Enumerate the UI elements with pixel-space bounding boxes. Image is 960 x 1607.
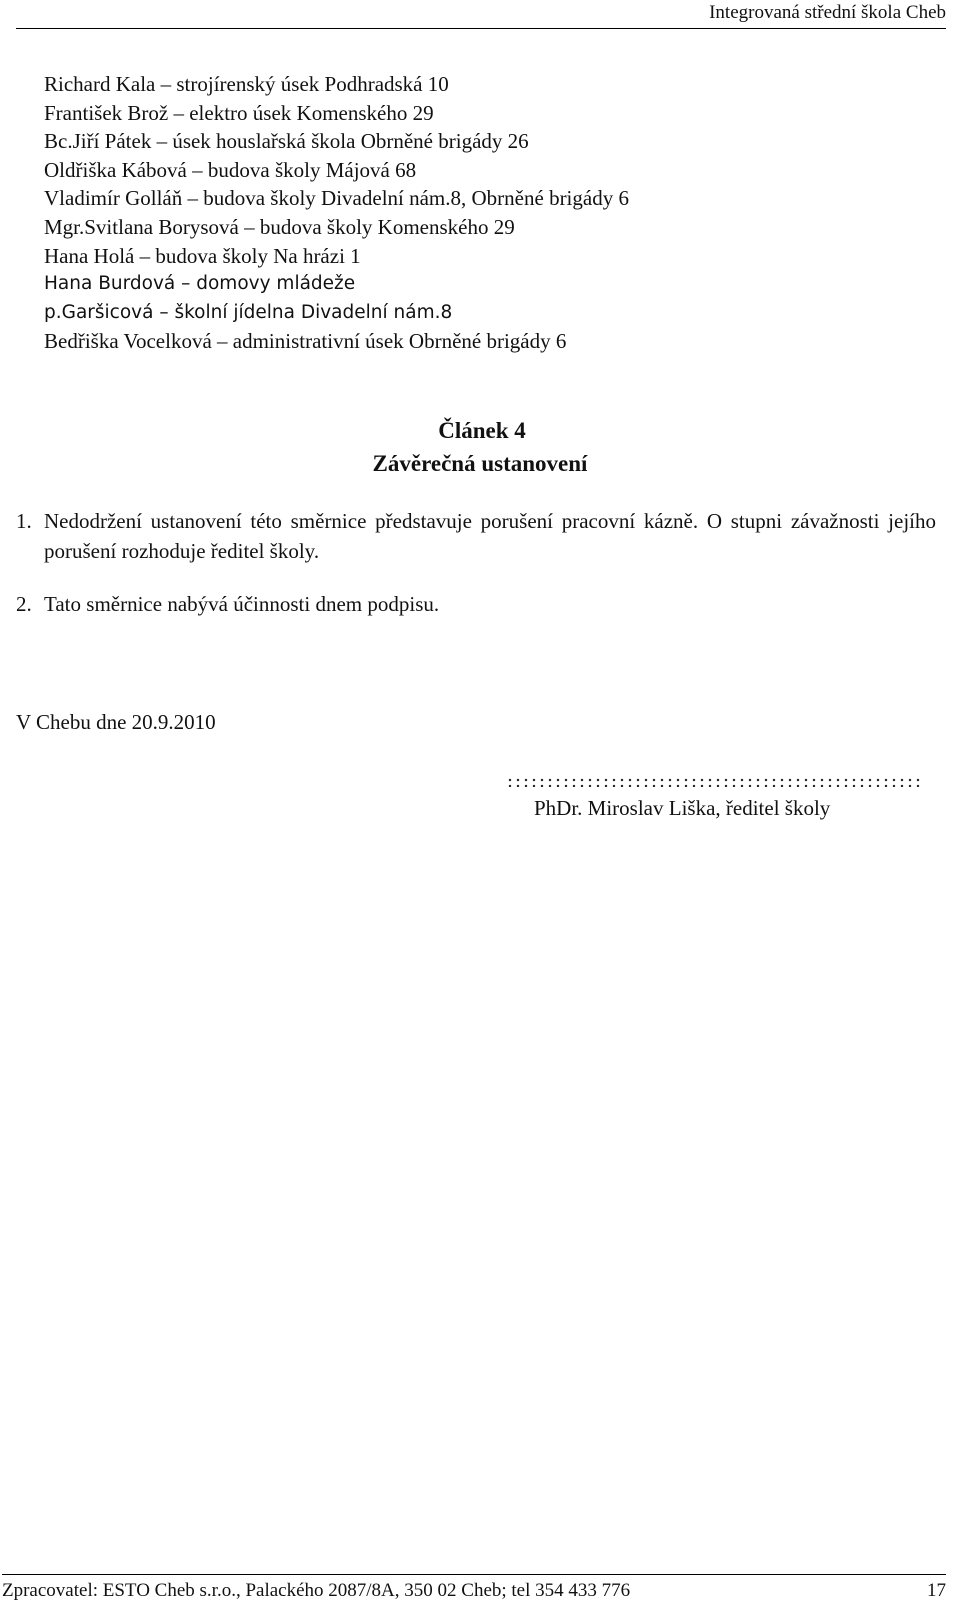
- article-item: [16, 506, 936, 566]
- place-and-date: V Chebu dne 20.9.2010: [16, 710, 216, 734]
- item-text: Tato směrnice nabývá účinnosti dnem podpisu.: [44, 592, 440, 616]
- item-number: 2.: [16, 592, 32, 616]
- footer-author: Zpracovatel: ESTO Cheb s.r.o., Palackého 2087/8A, 350 02 Cheb; tel 354 433 776: [2, 1580, 631, 1601]
- person-line: Hana Holá – budova školy Na hrázi 1: [44, 243, 361, 268]
- person-line: Hana Burdová – domovy mládeže: [44, 273, 356, 295]
- person-line: p.Garšicová – školní jídelna Divadelní nám.8: [44, 301, 453, 323]
- person-line: Richard Kala – strojírenský úsek Podhradská 10: [44, 72, 449, 96]
- signer-name: PhDr. Miroslav Liška, ředitel školy: [534, 796, 831, 820]
- person-line: Bedřiška Vocelková – administrativní úsek Obrněné brigády 6: [44, 329, 567, 354]
- responsible-persons-list: [44, 70, 924, 356]
- page-number: 17: [927, 1580, 946, 1601]
- page-footer: [2, 1574, 946, 1607]
- article-items: [16, 506, 936, 619]
- item-number: 1.: [16, 509, 32, 533]
- article-item: [16, 589, 936, 619]
- article-title: Závěrečná ustanovení: [372, 451, 588, 476]
- signature-line: [506, 777, 922, 787]
- article-number: Článek 4: [438, 418, 526, 443]
- person-line: František Brož – elektro úsek Komenského 29: [44, 100, 434, 125]
- person-line: Bc.Jiří Pátek – úsek houslařská škola Obrněné brigády 26: [44, 129, 529, 154]
- header-institution: Integrovaná střední škola Cheb: [709, 2, 946, 23]
- person-line: Vladimír Golláň – budova školy Divadelní nám.8, Obrněné brigády 6: [44, 186, 629, 211]
- person-line: Oldřiška Kábová – budova školy Májová 68: [44, 157, 417, 182]
- person-line: Mgr.Svitlana Borysová – budova školy Komenského 29: [44, 214, 515, 239]
- item-text: Nedodržení ustanovení této směrnice představuje porušení pracovní kázně. O stupni závažnosti jejího porušení rozhoduje ředitel školy.: [44, 509, 936, 563]
- page-header: [16, 0, 946, 29]
